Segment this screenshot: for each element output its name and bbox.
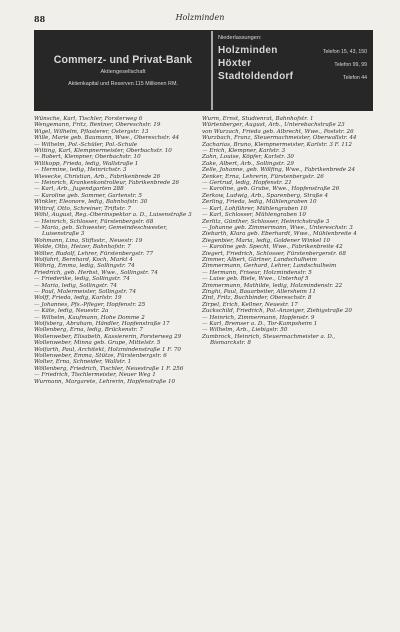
- bank-legal-form: Aktiengesellschaft: [100, 69, 146, 75]
- directory-entry: — Karoline geb. Specht, Wwe., Fabrikenbreite 42: [202, 244, 343, 251]
- directory-entry: Wiesecke, Christian, Arb., Fabrikenbrede 26: [34, 173, 161, 180]
- directory-entry: Ziebarth, Klara geb. Eberhardt, Wwe., Mühlenbreite 4: [202, 231, 357, 238]
- directory-entry: — Heinrich, Schlosser, Fürstenbergstr. 68: [34, 218, 154, 225]
- branch-name: Holzminden: [218, 45, 278, 56]
- directory-entry: Wollenweber, Emma, Stütze, Fürstenbergstr. 6: [34, 353, 167, 360]
- directory-entry: Wurzbach, Franz, Steuermachmeister, Oberwallstr. 44: [202, 135, 357, 142]
- directory-entry: Ziegert, Friedrich, Schlosser, Fürstenbergerstr. 68: [202, 250, 346, 257]
- directory-entry: — Hermann, Friseur, Holzmindenstr. 5: [202, 269, 312, 276]
- branches-heading: Niederlassungen:: [218, 35, 262, 41]
- bank-capital: Aktienkapital und Reserven 115 Millionen RM.: [68, 81, 178, 87]
- branch-row: [218, 45, 367, 56]
- directory-entry: Zumbrock, Heinrich, Steuermachmeister a. D., Bismarckstr. 8: [202, 333, 336, 347]
- directory-entry: Wolfarth, Paul, Architekt, Holzmindenstraße 1 F. 70: [34, 346, 181, 353]
- directory-entry: — Hermine, ledig, Heinrichstr. 3: [34, 167, 127, 174]
- directory-entry: — Luise geb. Riele, Wwe., Unterhof 5: [202, 276, 309, 283]
- directory-entry: — Johannes, Pfs.-Pfleger, Hopfenstr. 25: [34, 301, 146, 308]
- bank-name: Commerz- und Privat-Bank: [53, 54, 193, 66]
- page-number: 88: [34, 14, 46, 24]
- directory-entry: Wöllenberg, Friedrich, Tischler, Neuestraße 1 F. 256: [34, 365, 184, 372]
- bank-branches: [213, 31, 372, 110]
- directory-entry: Zacharias, Bruno, Klempnermeister, Karlstr. 3 F. 112: [202, 141, 352, 148]
- directory-entry: Zint, Fritz, Buchbinder, Obereschstr. 8: [202, 295, 312, 302]
- directory-entry: Wigel, Wilhelm, Pflasterer, Ostergstr. 13: [34, 128, 149, 135]
- directory-entry: Wiltkopp, Frieda, ledig, Wallstraße 1: [34, 160, 139, 167]
- directory-entry: von Wurzach, Frieda geb. Albrecht, Wwe., Poststr. 26: [202, 128, 354, 135]
- directory-entry: — Wilhelm, Pol.-Schüler, Pol.-Schule: [34, 141, 138, 148]
- directory-entry: — Maria, geb. Schwester, Gemeindeschwester, Luisenstraße 3: [34, 224, 168, 238]
- directory-entry: Wittrof, Otto, Schreiner, Triftstr. 7: [34, 205, 132, 212]
- directory-entry: Wollenweber, Minna geb. Grupe, Mittelstr. 5: [34, 340, 161, 347]
- directory-entry: Zimmermann, Gerhard, Lehrer, Landschulheim: [202, 263, 337, 270]
- directory-entry: Wünsche, Karl, Tischler, Forsterweg 6: [34, 116, 143, 122]
- directory-entry: Wöhrig, Emma, ledig, Sollingstr. 74: [34, 263, 135, 270]
- directory-entry: — Karl, Arb., Jugendgarten 288: [34, 186, 124, 193]
- directory-entry: — Johanne geb. Zimmermann, Wwe., Untereschstr. 3: [202, 224, 353, 231]
- directory-entry: — Heinrich, Zimmermann, Hopfenstr. 9: [202, 314, 315, 321]
- branch-name: Höxter: [218, 58, 252, 69]
- directory-entry: — Karl, Bremser a. D., Tor-Kampsheim 1: [202, 321, 318, 327]
- directory-entry: Zahn, Louise, Köpfer, Karlstr. 30: [202, 154, 294, 161]
- directory-entry: — Paul, Malermeister, Sollingstr. 74: [34, 288, 137, 295]
- directory-entry: — Karoline, geb. Grube, Wwe., Hopfenstraße 26: [202, 186, 340, 193]
- directory-entry: — Wilhelm, Arb., Liebigstr. 50: [202, 327, 288, 334]
- running-head: Holzminden: [175, 13, 225, 22]
- directory-entry: Ziegenbier, Maria, ledig, Goldener Winkel 10: [202, 237, 331, 244]
- branch-name: Stadtoldendorf: [218, 71, 294, 82]
- directory-entry: Witting, Karl, Klempnermeister, Oberbachstr. 10: [34, 148, 172, 155]
- directory-entry: — Friederike, ledig, Sollingstr. 74: [34, 276, 130, 283]
- directory-entry: Winkler, Eleonore, ledig, Bahnhofstr. 30: [34, 199, 148, 206]
- directory-column-left: [34, 116, 202, 385]
- directory-entry: Zuckschild, Friedrich, Pol.-Anzeiger, Ziebigstraße 20: [202, 308, 352, 315]
- directory-entry: Wengemann, Fritz, Rentner, Obereschstr. 19: [34, 122, 161, 129]
- directory-entry: Wölter, Rudolf, Lehrer, Fürstenbergstr. 77: [34, 250, 154, 257]
- directory-entry: — Friedrich, Tischlermeister, Neuer Weg 1: [34, 372, 156, 379]
- bank-advertisement: [34, 30, 373, 111]
- directory-entry: Zinghi, Paul, Bauarbeiter, Allersheim 11: [202, 288, 316, 295]
- directory-entry: Zerling, Frieda, ledig, Mühlengraben 10: [202, 199, 317, 206]
- directory-entry: — Maria, ledig, Sollingstr. 74: [34, 282, 117, 289]
- branch-row: [218, 58, 367, 69]
- directory-entry: Wolfahrt, Bernhard, Koch, Markt 4: [34, 256, 133, 263]
- directory-entry: Zerlitz, Günther, Schlosser, Heinrichstraße 3: [202, 218, 330, 225]
- directory-entry: Wöhl, August, Reg.-Oberinspektor a. D., Luisenstraße 3: [34, 212, 192, 219]
- directory-entry: Zake, Albert, Arb., Sollingstr. 29: [202, 160, 294, 167]
- bank-info: [35, 31, 213, 110]
- branch-row: [218, 71, 367, 82]
- directory-entry: — Robert, Klempner, Oberbachstr. 10: [34, 154, 141, 161]
- directory-entry: Wohmann, Lina, Stiftsstr., Neuestr. 19: [34, 237, 143, 244]
- directory-entry: — Käte, ledig, Neuestr. 2a: [34, 308, 109, 315]
- directory-entry: Wolter, Erna, Schneider, Wallstr. 1: [34, 359, 132, 366]
- directory-entry: Friedrich, geb. Herbst, Wwe., Sollingstr. 74: [34, 269, 158, 276]
- directory-entry: Wurm, Ernst, Studienrat, Bahnhofstr. 1: [202, 116, 314, 122]
- directory-entry: Zerkow, Ludwig, Arb., Sparenberg, Straße 4: [202, 192, 329, 199]
- directory-entry: — Wilhelm, Kaufmann, Hohe Domme 2: [34, 314, 145, 321]
- directory-entry: Wille, Marie geb. Baumann, Wwe., Obereschstr. 44: [34, 135, 180, 142]
- directory-entry: — Karl, Lohführer, Mühlengraben 10: [202, 205, 308, 212]
- directory-entry: Wolde, Otto, Heizer, Bahnhofstr. 7: [34, 244, 131, 251]
- directory-entry: Wolff, Frieda, ledig, Karlstr. 19: [34, 295, 122, 302]
- branch-phone: Telefon 15, 43, 150: [322, 49, 367, 55]
- directory-entry: — Heinrich, Krankenkontrolleur, Fabrikenbrede 26: [34, 180, 180, 187]
- branch-phone: Telefon 99, 99: [334, 62, 367, 68]
- directory-entry: Zelle, Johanne, geb. Wölfing, Wwe., Fabrikenbrede 24: [202, 167, 356, 174]
- directory-entry: Zimmer, Albert, Gärtner, Landschulheim: [202, 256, 317, 263]
- directory-entry: Zimmermann, Mathilde, ledig, Holzmindenstr. 22: [202, 282, 343, 289]
- directory-column-right: [202, 116, 370, 347]
- directory-entry: — Karoline geb. Sommer, Gartenstr. 5: [34, 192, 142, 199]
- directory-entry: — Karl, Schlosser, Mühlengraben 10: [202, 212, 306, 219]
- directory-entry: — Erich, Klempner, Karlstr. 3: [202, 148, 286, 155]
- directory-entry: Würtenberger, August, Arb., Unterebachstraße 23: [202, 122, 345, 129]
- directory-entry: Zirpel, Erich, Kellner, Neuestr. 17: [202, 301, 298, 308]
- directory-entry: Zenker, Erna, Lehrerin, Fürstenbergstr. 26: [202, 173, 324, 180]
- directory-entry: Wollenberg, Erna, ledig, Brückenstr. 7: [34, 327, 143, 334]
- directory-entry: Wurmann, Margarete, Lehrerin, Hopfenstraße 10: [34, 378, 176, 385]
- directory-entry: Wollenweber, Elisabeth, Kassiererin, Forsterweg 29: [34, 333, 182, 340]
- directory-entry: — Gertrud, ledig, Hopfenstr. 21: [202, 180, 292, 187]
- directory-entry: Wolfsberg, Abraham, Händler, Hopfenstraße 17: [34, 321, 170, 327]
- branch-phone: Telefon 44: [343, 75, 367, 81]
